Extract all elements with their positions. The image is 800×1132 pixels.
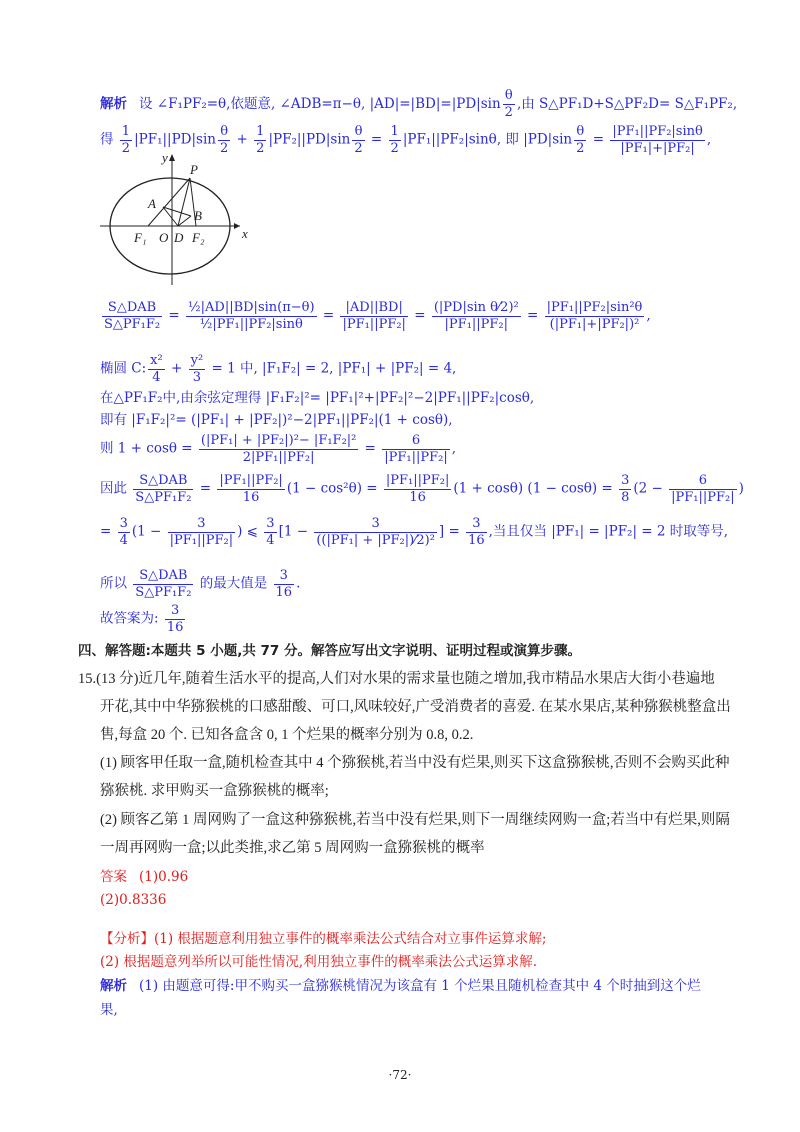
problem-line: 售,每盒 20 个. 已知各盒含 0, 1 个烂果的概率分别为 0.8, 0.2. xyxy=(100,727,474,743)
denominator: |PF₁||PF₂| xyxy=(671,489,735,505)
math-text: = xyxy=(409,307,430,324)
math-text: 得 xyxy=(100,131,118,148)
denominator: 4 xyxy=(119,532,128,548)
numerator: 3 xyxy=(466,516,487,533)
math-text: 椭圆 C: xyxy=(100,360,147,377)
denominator: 4 xyxy=(266,532,275,548)
numerator: 3 xyxy=(168,516,235,533)
fraction xyxy=(217,473,284,505)
label-P: P xyxy=(190,162,198,177)
solution2-line: 果, xyxy=(100,1002,118,1018)
numerator: y² xyxy=(190,353,204,368)
math-text: |PF₁||PF₂|sinθ, 即 |PD|sin xyxy=(402,131,573,148)
label-F2: F₂ xyxy=(192,230,205,245)
page-number: ·72· xyxy=(388,1068,412,1082)
fraction xyxy=(168,516,235,548)
numerator: (|PF₁| + |PF₂|)²− |F₁F₂|² xyxy=(200,433,357,448)
numerator: 1 xyxy=(256,124,265,139)
problem-line: 一周再网购一盒;以此类推,求乙第 5 周网购一盒猕猴桃的概率 xyxy=(100,840,485,856)
math-text: [1 − xyxy=(278,523,313,540)
denominator: 4 xyxy=(152,369,161,385)
fraction xyxy=(619,473,631,505)
denominator: 2 xyxy=(219,140,229,156)
numerator: |PF₁||PF₂| xyxy=(219,473,283,488)
denominator: 16 xyxy=(242,489,260,505)
math-text: , xyxy=(706,131,712,148)
math-text: 在△PF₁F₂中,由余弦定理得 |F₁F₂|²= |PF₁|²+|PF₂|²−2|PF₁||PF₂|cosθ, xyxy=(100,390,535,406)
denominator: 16 xyxy=(275,584,293,600)
math-text: + xyxy=(232,131,253,148)
numerator: θ xyxy=(503,88,515,105)
fraction xyxy=(352,124,364,156)
label-F1: F₁ xyxy=(134,230,147,245)
fraction xyxy=(199,433,358,465)
fraction xyxy=(189,353,206,385)
fraction xyxy=(466,516,487,548)
math-text: |PF₂||PD|sin xyxy=(268,131,351,148)
math-text: 则 1 + cosθ = xyxy=(100,440,197,457)
denominator: ½|PF₁||PF₂|sinθ xyxy=(199,316,303,332)
denominator: 2 xyxy=(121,140,131,156)
answer-part2: (2)0.8336 xyxy=(100,892,167,908)
numerator: θ xyxy=(352,124,364,141)
fraction xyxy=(432,300,521,332)
fraction xyxy=(503,88,515,120)
problem-line: (1) 顾客甲任取一盒,随机检查其中 4 个猕猴桃,若当中没有烂果,则买下这盒猕猴桃,否则不会购买此种 xyxy=(100,755,730,771)
math-text: (1 − cos²θ) = xyxy=(286,480,382,497)
math-text: 即有 |F₁F₂|²= (|PF₁| + |PF₂|)²−2|PF₁||PF₂|(1 + cosθ), xyxy=(100,412,453,428)
math-text: (2 − xyxy=(633,480,668,497)
numerator: (|PD|sin θ⁄2)² xyxy=(433,300,519,315)
denominator: (|PF₁|+|PF₂|)² xyxy=(549,316,640,332)
numerator: |PF₁||PF₂| xyxy=(385,473,450,488)
math-text: , xyxy=(646,307,651,324)
math-text: = 1 中, |F₁F₂| = 2, |PF₁| + |PF₂| = 4, xyxy=(207,360,457,377)
numerator: θ xyxy=(574,124,586,141)
x-axis-arrow-icon xyxy=(234,223,240,229)
denominator: 2 xyxy=(390,140,399,156)
ellipse-diagram xyxy=(100,150,280,290)
denominator: 8 xyxy=(621,489,630,505)
fraction xyxy=(314,516,437,548)
problem-line: 猕猴桃. 求甲购买一盒猕猴桃的概率; xyxy=(100,783,329,799)
solution-label: 解析 xyxy=(100,95,127,112)
label-A: A xyxy=(148,196,156,211)
y-axis-arrow-icon xyxy=(169,154,175,161)
problem-line: (2) 顾客乙第 1 周网购了一盒这种猕猴桃,若当中没有烂果,则下一周继续网购一盒;若当中有烂果,则隔 xyxy=(100,812,730,828)
math-text: ,由 S△PF₁D+S△PF₂D= S△F₁PF₂, xyxy=(516,95,738,112)
math-text: ] = xyxy=(438,523,465,540)
numerator: ½|AD||BD|sin(π−θ) xyxy=(188,300,315,315)
math-text: = xyxy=(195,480,216,497)
label-O: O xyxy=(159,230,169,245)
fraction xyxy=(610,124,705,156)
fraction xyxy=(545,300,645,332)
math-text: 所以 xyxy=(100,575,132,592)
solution-line xyxy=(100,88,737,120)
numerator: |PF₁||PF₂|sin²θ xyxy=(546,300,643,315)
denominator: |PF₁||PF₂| xyxy=(342,316,406,332)
answer-part1: (1)0.96 xyxy=(139,869,189,885)
denominator: 16 xyxy=(409,489,426,505)
fraction xyxy=(389,124,401,156)
denominator: 3 xyxy=(192,369,202,385)
fraction xyxy=(384,473,451,505)
solution-line xyxy=(100,568,300,600)
numerator: 6 xyxy=(669,473,736,490)
denominator: 2|PF₁||PF₂| xyxy=(242,449,315,465)
answer-line xyxy=(100,869,188,885)
math-text: 因此 xyxy=(100,480,132,497)
numerator: 1 xyxy=(121,124,131,139)
denominator: 2 xyxy=(354,140,363,156)
numerator: |PF₁||PF₂|sinθ xyxy=(612,124,703,139)
denominator: ((|PF₁| + |PF₂|)⁄2)² xyxy=(316,532,435,548)
denominator: |PF₁||PF₂| xyxy=(169,532,234,548)
numerator: 3 xyxy=(621,473,630,488)
fraction xyxy=(118,516,130,548)
fraction xyxy=(133,568,193,600)
numerator: 3 xyxy=(274,568,295,585)
problem-text: (13 分)近几年,随着生活水平的提高,人们对水果的需求量也随之增加,我市精品水果店大街小巷遍地 xyxy=(96,671,715,687)
solution-line xyxy=(100,353,456,385)
fraction xyxy=(382,433,449,465)
denominator: S△PF₁F₂ xyxy=(104,316,161,332)
numerator: S△DAB xyxy=(133,568,193,585)
fraction xyxy=(669,473,736,505)
denominator: 16 xyxy=(166,619,184,635)
solution-line xyxy=(100,390,534,406)
math-text: = xyxy=(522,307,543,324)
denominator: 16 xyxy=(468,532,485,548)
numerator: x² xyxy=(150,353,163,368)
math-text: , xyxy=(451,440,457,457)
numerator: 3 xyxy=(119,516,128,531)
solution-line xyxy=(100,412,453,428)
math-text: (1 − xyxy=(131,523,166,540)
math-text: ) ⩽ xyxy=(237,523,263,540)
analysis-text: (1) 根据题意利用独立事件的概率乘法公式结合对立事件运算求解; xyxy=(154,931,547,947)
analysis-label: 【分析】 xyxy=(100,931,154,947)
numerator: 3 xyxy=(266,516,275,531)
math-text: ) xyxy=(738,480,744,497)
solution-line xyxy=(100,603,187,635)
fraction xyxy=(340,300,407,332)
problem-number: 15. xyxy=(78,671,97,687)
solution2-text: (1) 由题意可得:甲不购买一盒猕猴桃情况为该盒有 1 个烂果且随机检查其中 4 个时抽到这个烂 xyxy=(139,978,701,994)
denominator: S△PF₁F₂ xyxy=(135,489,192,505)
denominator: |PF₁||PF₂| xyxy=(384,449,448,465)
math-text: . xyxy=(296,575,301,592)
numerator: 3 xyxy=(314,516,437,533)
denominator: 2 xyxy=(256,140,265,156)
math-text: = xyxy=(318,307,339,324)
denominator: S△PF₁F₂ xyxy=(135,584,192,600)
denominator: |PF₁|+|PF₂| xyxy=(620,140,695,156)
math-text: + xyxy=(166,360,187,377)
fraction xyxy=(148,353,165,385)
math-text: 设 ∠F₁PF₂=θ,依题意, ∠ADB=π−θ, |AD|=|BD|=|PD|sin xyxy=(139,95,501,112)
math-text: |PF₁||PD|sin xyxy=(134,131,216,148)
math-text: 故答案为: xyxy=(100,610,163,627)
math-text: = xyxy=(366,131,387,148)
numerator: S△DAB xyxy=(102,300,162,317)
problem-line xyxy=(78,671,715,688)
fraction xyxy=(165,603,186,635)
math-text: = xyxy=(588,131,609,148)
section-heading: 四、解答题:本题共 5 小题,共 77 分。解答应写出文字说明、证明过程或演算步骤。 xyxy=(78,643,582,659)
fraction xyxy=(274,568,295,600)
numerator: θ xyxy=(218,124,230,141)
answer-label: 答案 xyxy=(100,869,127,885)
denominator: |PF₁||PF₂| xyxy=(444,316,509,332)
solution-line xyxy=(100,300,651,332)
label-D: D xyxy=(174,230,184,245)
numerator: 6 xyxy=(382,433,449,450)
fraction xyxy=(133,473,193,505)
solution-line xyxy=(100,433,456,465)
math-text: 的最大值是 xyxy=(195,575,272,592)
fraction xyxy=(574,124,586,156)
math-text: (1 + cosθ) (1 − cosθ) = xyxy=(453,480,618,497)
label-y: y xyxy=(162,150,168,165)
math-text: ,当且仅当 |PF₁| = |PF₂| = 2 时取等号, xyxy=(488,523,729,540)
math-text: = xyxy=(100,523,116,540)
numerator: S△DAB xyxy=(133,473,193,490)
analysis-line xyxy=(100,931,546,947)
solution2-label: 解析 xyxy=(100,978,127,994)
fraction xyxy=(186,300,317,332)
label-x: x xyxy=(242,226,248,241)
label-B: B xyxy=(194,208,202,223)
analysis-line: (2) 根据题意列举所以可能性情况,利用独立事件的概率乘法公式运算求解. xyxy=(100,954,537,970)
numerator: |AD||BD| xyxy=(340,300,407,317)
numerator: 3 xyxy=(165,603,186,620)
solution-line xyxy=(100,516,728,548)
math-text: = xyxy=(360,440,381,457)
denominator: 2 xyxy=(504,104,513,120)
solution2-line xyxy=(100,978,701,994)
solution-line xyxy=(100,473,744,505)
fraction xyxy=(102,300,162,332)
fraction xyxy=(264,516,276,548)
problem-line: 开花,其中中华猕猴桃的口感甜酸、可口,风味较好,广受消费者的喜爱. 在某水果店,某种猕猴桃整盒出 xyxy=(100,699,731,715)
math-text: = xyxy=(164,307,185,324)
denominator: 2 xyxy=(576,140,585,156)
numerator: 1 xyxy=(390,124,399,139)
